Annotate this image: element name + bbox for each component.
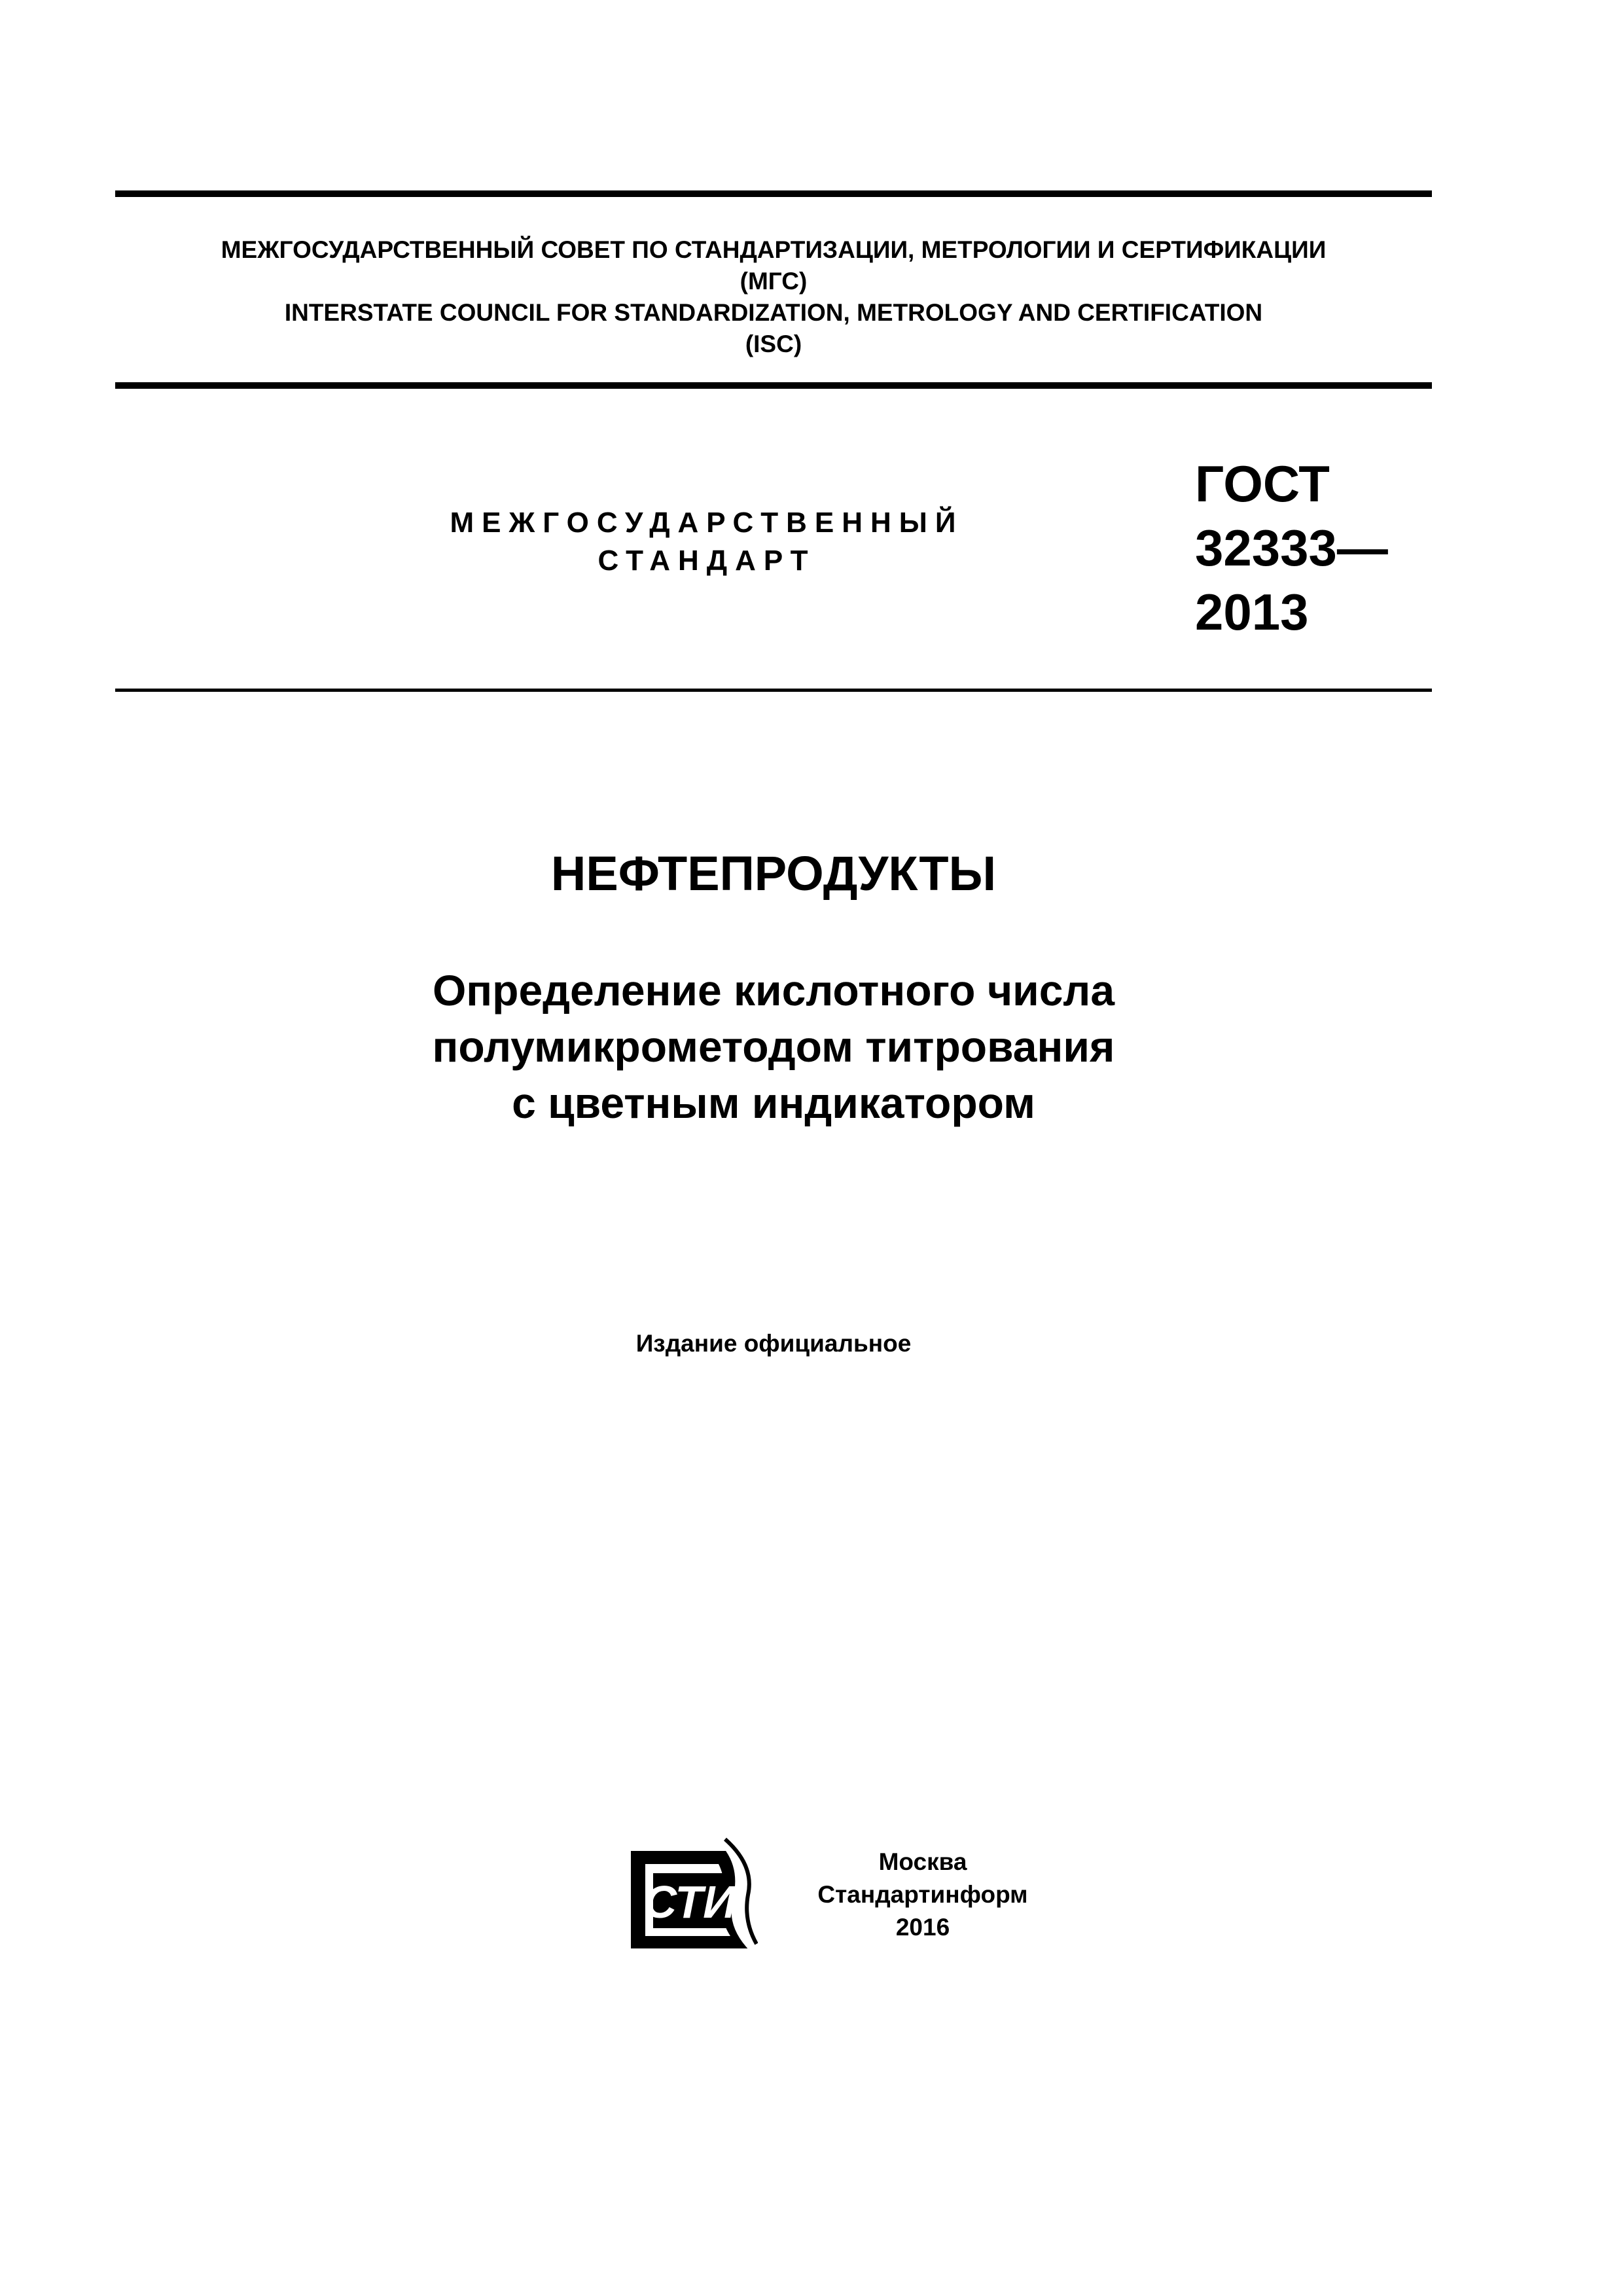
council-abbr-ru: (МГС) bbox=[740, 268, 808, 295]
document-title: НЕФТЕПРОДУКТЫ bbox=[550, 846, 997, 901]
designation-prefix: ГОСТ bbox=[1195, 455, 1330, 512]
header-bottom-rule bbox=[115, 382, 1432, 389]
council-name-en: INTERSTATE COUNCIL FOR STANDARDIZATION, METROLOGY AND CERTIFICATION bbox=[284, 299, 1263, 326]
publisher-block bbox=[772, 1846, 1073, 1944]
council-header bbox=[115, 234, 1432, 360]
standard-type bbox=[419, 504, 995, 580]
standard-type-line2: СТАНДАРТ bbox=[597, 545, 816, 577]
document-subtitle bbox=[115, 962, 1432, 1131]
top-rule bbox=[115, 190, 1432, 197]
council-name-ru: МЕЖГОСУДАРСТВЕННЫЙ СОВЕТ ПО СТАНДАРТИЗАЦИИ, МЕТРОЛОГИИ И СЕРТИФИКАЦИИ bbox=[221, 236, 1327, 263]
publisher-name: Стандартинформ bbox=[817, 1881, 1028, 1908]
subtitle-line2: полумикрометодом титрования bbox=[432, 1022, 1115, 1071]
subtitle-line1: Определение кислотного числа bbox=[432, 966, 1115, 1014]
standard-designation bbox=[1195, 452, 1388, 644]
standartinform-logo-icon bbox=[627, 1833, 758, 1950]
designation-number: 32333— bbox=[1195, 519, 1388, 577]
svg-text:СТИ: СТИ bbox=[643, 1876, 736, 1928]
standard-type-line1: МЕЖГОСУДАРСТВЕННЫЙ bbox=[450, 507, 964, 539]
edition-label: Издание официальное bbox=[635, 1330, 912, 1357]
designation-rule bbox=[115, 689, 1432, 692]
subtitle-line3: с цветным индикатором bbox=[512, 1079, 1035, 1127]
designation-year: 2013 bbox=[1195, 583, 1309, 641]
publisher-city: Москва bbox=[878, 1848, 967, 1875]
publisher-year: 2016 bbox=[895, 1914, 950, 1941]
council-abbr-en: (ISC) bbox=[745, 331, 802, 357]
